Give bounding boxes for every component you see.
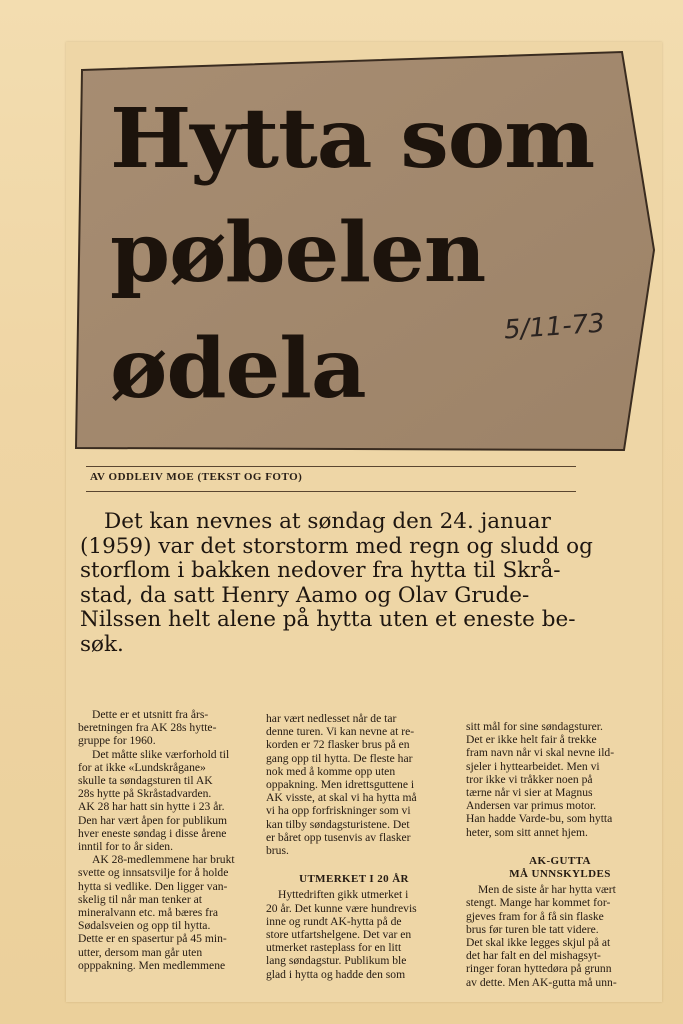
column-line: korden er 72 flasker brus på en: [266, 738, 410, 752]
column-line: Dette er en spasertur på 45 min-: [78, 932, 227, 946]
column-line: fram navn når vi skal nevne ild-: [466, 746, 615, 760]
column-line: gruppe for 1960.: [78, 734, 156, 748]
column-line: AK 28 har hatt sin hytte i 23 år.: [78, 800, 225, 814]
column-line: sitt mål for sine søndagsturer.: [466, 720, 603, 733]
column-line: store utfartshelgene. Det var en: [266, 928, 412, 942]
column-line: glad i hytta og hadde den som: [266, 967, 406, 981]
column-line: Det skal ikke legges skjul på at: [466, 936, 611, 950]
column-line: er båret opp tusenvis av flasker: [266, 830, 411, 844]
lead-line: Nilssen helt alene på hytta uten et eneste be-: [80, 607, 576, 632]
column-line: Sødalsveien og opp til hytta.: [78, 919, 211, 933]
column-line: gjeves fram for å få sin flaske: [466, 909, 604, 923]
column-line: brus.: [266, 844, 289, 858]
article-column-2: [266, 712, 442, 981]
column-line: tror ikke vi tråkker noen på: [466, 772, 593, 786]
lead-line: storflom i bakken nedover fra hytta til Skrå-: [80, 558, 561, 583]
column-line: utmerket rasteplass for en litt: [266, 941, 402, 955]
column-line: det har falt en del mishagsyt-: [466, 949, 601, 963]
column-line: heter, som sitt annet hjem.: [466, 825, 588, 839]
column-line: utter, dersom man går uten: [78, 945, 203, 959]
lead-line: stad, da satt Henry Aamo og Olav Grude-: [80, 582, 530, 608]
column-line: svette og innsatsvilje for å holde: [78, 866, 229, 880]
column-line: Det er ikke helt fair å trekke: [466, 733, 597, 747]
column-line: inne og rundt AK-hytta på de: [266, 914, 402, 928]
column-line: Hyttedriften gikk utmerket i: [278, 888, 409, 902]
lead-line: (1959) var det storstorm med regn og sludd og: [80, 533, 593, 559]
column-line: hytta si vedlike. Den ligger van-: [78, 879, 228, 893]
column-line: tærne når vi sier at Magnus: [466, 786, 593, 800]
column-line: denne turen. Vi kan nevne at re-: [266, 725, 415, 739]
article-column-1: [78, 708, 250, 972]
column-subhead: AK-GUTTA: [529, 854, 591, 867]
column-line: brus før turen ble tatt videre.: [466, 922, 599, 936]
column-line: skulle ta søndagsturen til AK: [78, 774, 213, 788]
byline-rule-bottom: [86, 491, 576, 492]
headline-line-2: pøbelen: [110, 205, 486, 301]
column-line: hver eneste søndag i disse årene: [78, 826, 227, 840]
column-line: har vært nedlesset når de tar: [266, 712, 397, 725]
column-line: av dette. Men AK-gutta må unn-: [466, 975, 617, 989]
column-line: inntil for to år siden.: [78, 840, 173, 854]
column-line: for at ikke «Lundskrågane»: [78, 760, 206, 774]
column-subhead: UTMERKET I 20 ÅR: [299, 873, 409, 886]
column-line: 20 år. Det kunne være hundrevis: [266, 901, 417, 915]
column-line: oppakning. Men idrettsguttene i: [266, 778, 415, 792]
column-line: Dette er et utsnitt fra års-: [92, 708, 209, 721]
column-line: lang søndagstur. Publikum ble: [266, 954, 407, 968]
column-line: skelig til når man tenker at: [78, 892, 202, 906]
column-line: AK visste, at skal vi ha hytta må: [266, 791, 417, 805]
column-line: gang opp til hytta. De fleste har: [266, 751, 413, 765]
handwritten-date: 5/11-73: [503, 308, 606, 346]
column-line: Det måtte slike værforhold til: [92, 747, 230, 761]
lead-line: Det kan nevnes at søndag den 24. januar: [104, 509, 551, 534]
lead-paragraph: [80, 510, 610, 657]
byline: AV ODDLEIV MOE (TEKST OG FOTO): [90, 471, 303, 483]
column-line: opppakning. Men medlemmene: [78, 958, 226, 972]
column-line: kan tilby søndagsturistene. Det: [266, 817, 410, 831]
headline-line-3: ødela: [110, 321, 366, 417]
column-line: beretningen fra AK 28s hytte-: [78, 721, 217, 735]
column-line: 28s hytte på Skråstadvarden.: [78, 787, 212, 801]
column-line: Men de siste år har hytta vært: [478, 883, 616, 897]
column-line: nok med å komme opp uten: [266, 764, 396, 778]
article-column-3: [466, 720, 654, 989]
column-subhead: MÅ UNNSKYLDES: [509, 868, 611, 881]
column-line: mineralvann etc. må bæres fra: [78, 906, 219, 920]
column-line: ringer foran hyttedøra på grunn: [466, 962, 612, 976]
column-line: stengt. Mange har kommet for-: [466, 896, 611, 910]
column-line: Andersen var primus motor.: [466, 799, 597, 813]
column-line: AK 28-medlemmene har brukt: [92, 853, 235, 867]
column-line: Den har vært åpen for publikum: [78, 813, 228, 827]
column-line: sjeler i hyttearbeidet. Men vi: [466, 759, 600, 773]
column-line: Han hadde Varde-bu, som hytta: [466, 812, 613, 826]
byline-rule-top: [86, 466, 576, 467]
headline-line-1: Hytta som: [110, 91, 595, 187]
column-line: vi ha opp forfriskninger som vi: [266, 804, 411, 818]
lead-line: søk.: [80, 631, 124, 657]
headline-panel: [74, 50, 656, 452]
